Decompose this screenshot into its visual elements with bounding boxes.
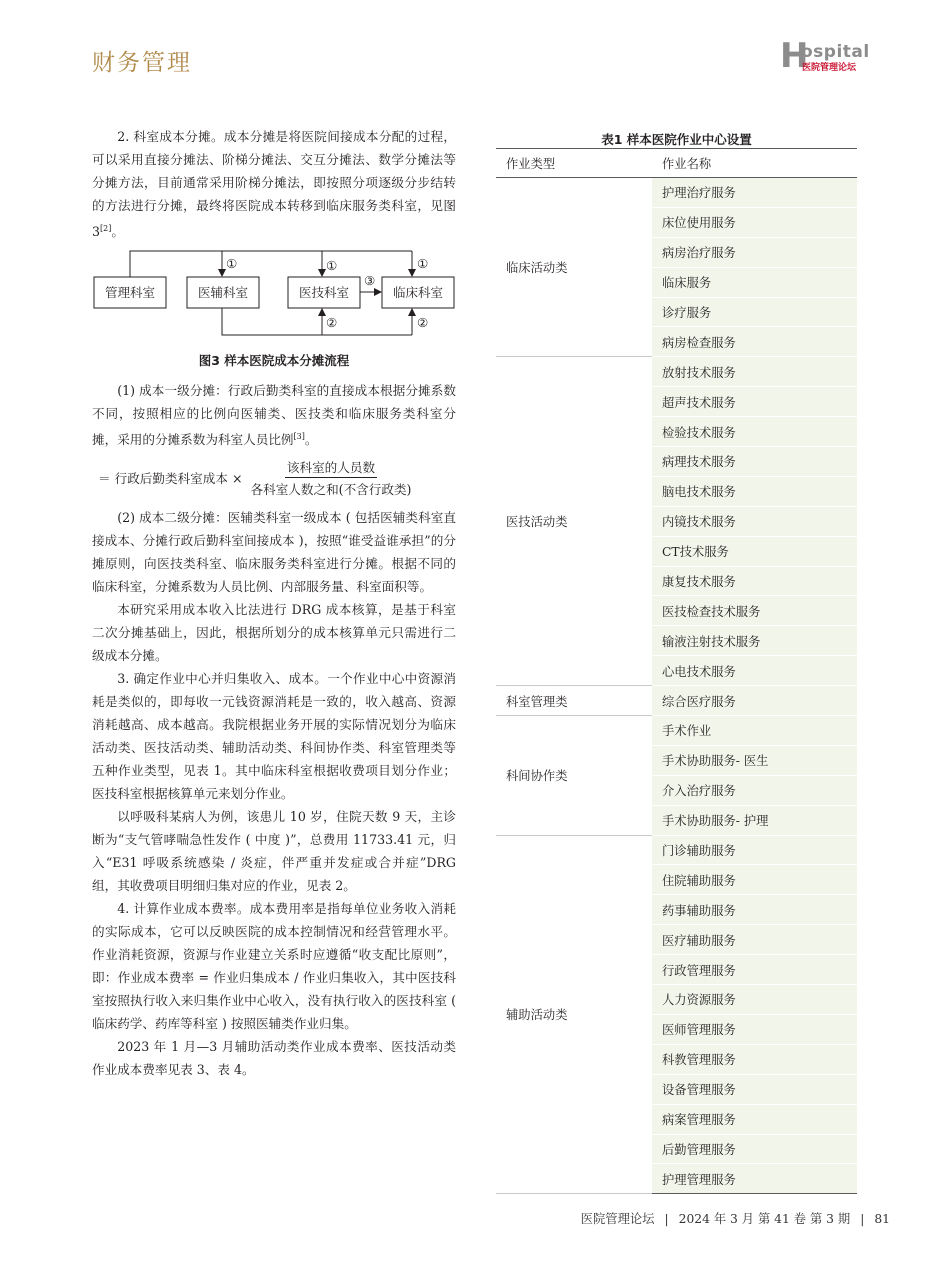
- cell-activity-name: 护理治疗服务: [652, 178, 857, 208]
- footer-sep-1: |: [664, 1212, 669, 1226]
- cell-activity-name: 床位使用服务: [652, 207, 857, 237]
- cell-activity-type: 辅助活动类: [496, 835, 652, 1194]
- cell-activity-name: 综合医疗服务: [652, 686, 857, 716]
- cell-activity-name: 住院辅助服务: [652, 865, 857, 895]
- cell-activity-name: CT技术服务: [652, 536, 857, 566]
- p1-text: 2. 科室成本分摊。成本分摊是将医院间接成本分配的过程，可以采用直接分摊法、阶梯分摊法、交互分摊法、数学分摊法等分摊方法，目前通常采用阶梯分摊法，即按照分项逐级分步结转的方法进行分摊，最终将医院成本转移到临床服务类科室，见图 3: [92, 129, 456, 240]
- mark-1b: ①: [326, 258, 338, 274]
- body-text-column: [92, 125, 456, 1081]
- cell-activity-name: 临床服务: [652, 267, 857, 297]
- table-row: [496, 357, 857, 387]
- allocation-formula: [98, 457, 456, 498]
- cell-activity-name: 手术协助服务- 医生: [652, 745, 857, 775]
- allocation-flow-diagram: [92, 247, 456, 347]
- cell-activity-name: 诊疗服务: [652, 297, 857, 327]
- paragraph-tables-ref: 2023 年 1 月—3 月辅助活动类作业成本费率、医技活动类作业成本费率见表 3、表 4。: [92, 1039, 456, 1078]
- formula-left: ＝ 行政后勤类科室成本 ×: [98, 471, 243, 487]
- p1-end: 。: [111, 224, 124, 240]
- table-body: [496, 178, 857, 1194]
- paragraph-cost-allocation: [92, 125, 456, 243]
- cell-activity-name: 超声技术服务: [652, 387, 857, 417]
- cell-activity-name: 心电技术服务: [652, 656, 857, 686]
- cell-activity-name: 设备管理服务: [652, 1074, 857, 1104]
- cell-activity-name: 放射技术服务: [652, 357, 857, 387]
- paragraph-drg-method: 本研究采用成本收入比法进行 DRG 成本核算，是基于科室二次分摊基础上，因此，根据所划分的成本核算单元只需进行二级成本分摊。: [92, 602, 456, 664]
- bottom-line: [222, 308, 412, 335]
- cell-activity-name: 内镜技术服务: [652, 506, 857, 536]
- table-header-row: [496, 149, 857, 178]
- table-row: [496, 178, 857, 208]
- paragraph-case-example: 以呼吸科某病人为例，该患儿 10 岁，住院天数 9 天，主诊断为“支气管哮喘急性发作 ( 中度 )”，总费用 11733.41 元，归入“E31 呼吸系统感染 / 炎症，伴严重并发症或合并症”DRG 组，其收费项目明细归集对应的作业，见表 2。: [92, 809, 456, 894]
- page-number: 81: [874, 1212, 890, 1226]
- formula-denominator: 各科室人数之和(不含行政类): [250, 482, 412, 498]
- table-row: [496, 716, 857, 746]
- footer-sep-2: |: [860, 1212, 865, 1226]
- flow-diagram-svg: [92, 247, 456, 347]
- cell-activity-name: 医技检查技术服务: [652, 596, 857, 626]
- cell-activity-type: 临床活动类: [496, 178, 652, 357]
- cell-activity-name: 病房治疗服务: [652, 237, 857, 267]
- paragraph-activity-center: 3. 确定作业中心并归集收入、成本。一个作业中心中资源消耗是类似的，即每收一元钱资源消耗是一致的，收入越高、资源消耗越高、成本越高。我院根据业务开展的实际情况划分为临床活动类、医技活动类、辅助活动类、科间协作类、科室管理类等五种作业类型，见表 1。其中临床科室根据收费项目划分作业；医技科室根据核算单元来划分作业。: [92, 671, 456, 802]
- paragraph-second-allocation: (2) 成本二级分摊：医辅类科室一级成本 ( 包括医辅类科室直接成本、分摊行政后勤科室间接成本 )，按照“谁受益谁承担”的分摊原则，向医技类科室、临床服务类科室进行分摊。根据不同的临床科室，分摊系数为人员比例、内部服务量、科室面积等。: [92, 510, 456, 595]
- mark-1a: ①: [226, 256, 238, 272]
- cell-activity-name: 后勤管理服务: [652, 1134, 857, 1164]
- table-row: [496, 686, 857, 716]
- label-management: 管理科室: [104, 285, 156, 301]
- paragraph-cost-rate: 4. 计算作业成本费率。成本费用率是指每单位业务收入消耗的实际成本，它可以反映医院的成本控制情况和经营管理水平。作业消耗资源，资源与作业建立关系时应遵循“收支配比原则”，即：作业成本费率 = 作业归集成本 / 作业归集收入，其中医技科室按照执行收入来归集作业中心收入，没有执行收入的医技科室 ( 临床药学、药库等科室 ) 按照医辅类作业归集。: [92, 901, 456, 1032]
- cell-activity-name: 行政管理服务: [652, 955, 857, 985]
- label-aux: 医辅科室: [197, 285, 249, 301]
- label-tech: 医技科室: [298, 285, 350, 301]
- cell-activity-name: 医疗辅助服务: [652, 925, 857, 955]
- cell-activity-type: 科间协作类: [496, 716, 652, 836]
- mark-1c: ①: [417, 256, 429, 272]
- cell-activity-name: 医师管理服务: [652, 1014, 857, 1044]
- cell-activity-name: 手术协助服务- 护理: [652, 805, 857, 835]
- cell-activity-name: 科教管理服务: [652, 1044, 857, 1074]
- cell-activity-name: 护理管理服务: [652, 1164, 857, 1194]
- cell-activity-name: 病案管理服务: [652, 1104, 857, 1134]
- cell-activity-name: 病理技术服务: [652, 447, 857, 477]
- cell-activity-type: 医技活动类: [496, 357, 652, 686]
- formula-fraction: [249, 457, 414, 498]
- citation-3: [3]: [293, 432, 305, 442]
- page-footer: [581, 1209, 890, 1227]
- logo-subtitle: 医院管理论坛: [802, 63, 857, 73]
- paragraph-first-allocation: [92, 379, 456, 451]
- cell-activity-name: 病房检查服务: [652, 327, 857, 357]
- logo-word: ospital: [801, 42, 870, 62]
- header-activity-name: 作业名称: [652, 149, 857, 178]
- formula-numerator: 该科室的人员数: [285, 457, 377, 478]
- cell-activity-name: 手术作业: [652, 716, 857, 746]
- journal-logo: [780, 36, 870, 76]
- mark-2b: ②: [417, 315, 429, 331]
- cell-activity-name: 人力资源服务: [652, 985, 857, 1015]
- table-caption: 表1 样本医院作业中心设置: [601, 132, 752, 147]
- footer-issue: 2024 年 3 月 第 41 卷 第 3 期: [678, 1212, 851, 1226]
- table-row: [496, 835, 857, 865]
- cell-activity-name: 介入治疗服务: [652, 775, 857, 805]
- cell-activity-name: 康复技术服务: [652, 566, 857, 596]
- footer-journal: 医院管理论坛: [580, 1212, 655, 1226]
- cell-activity-name: 脑电技术服务: [652, 476, 857, 506]
- citation-2: [2]: [100, 224, 112, 233]
- activity-center-table: [496, 148, 857, 1194]
- label-clinical: 临床科室: [392, 285, 444, 301]
- cell-activity-name: 输液注射技术服务: [652, 626, 857, 656]
- section-title: 财务管理: [92, 50, 192, 76]
- cell-activity-type: 科室管理类: [496, 686, 652, 716]
- p2-text: (1) 成本一级分摊：行政后勤类科室的直接成本根据分摊系数不同，按照相应的比例向医辅类、医技类和临床服务类科室分摊，采用的分摊系数为科室人员比例: [92, 383, 456, 448]
- figure-caption: 图3 样本医院成本分摊流程: [198, 353, 350, 369]
- p2-end: 。: [304, 432, 318, 448]
- header-activity-type: 作业类型: [496, 149, 652, 178]
- logo-letter: H: [780, 36, 809, 76]
- cell-activity-name: 门诊辅助服务: [652, 835, 857, 865]
- cell-activity-name: 药事辅助服务: [652, 895, 857, 925]
- mark-2a: ②: [326, 315, 338, 331]
- mark-3: ③: [364, 273, 376, 289]
- cell-activity-name: 检验技术服务: [652, 417, 857, 447]
